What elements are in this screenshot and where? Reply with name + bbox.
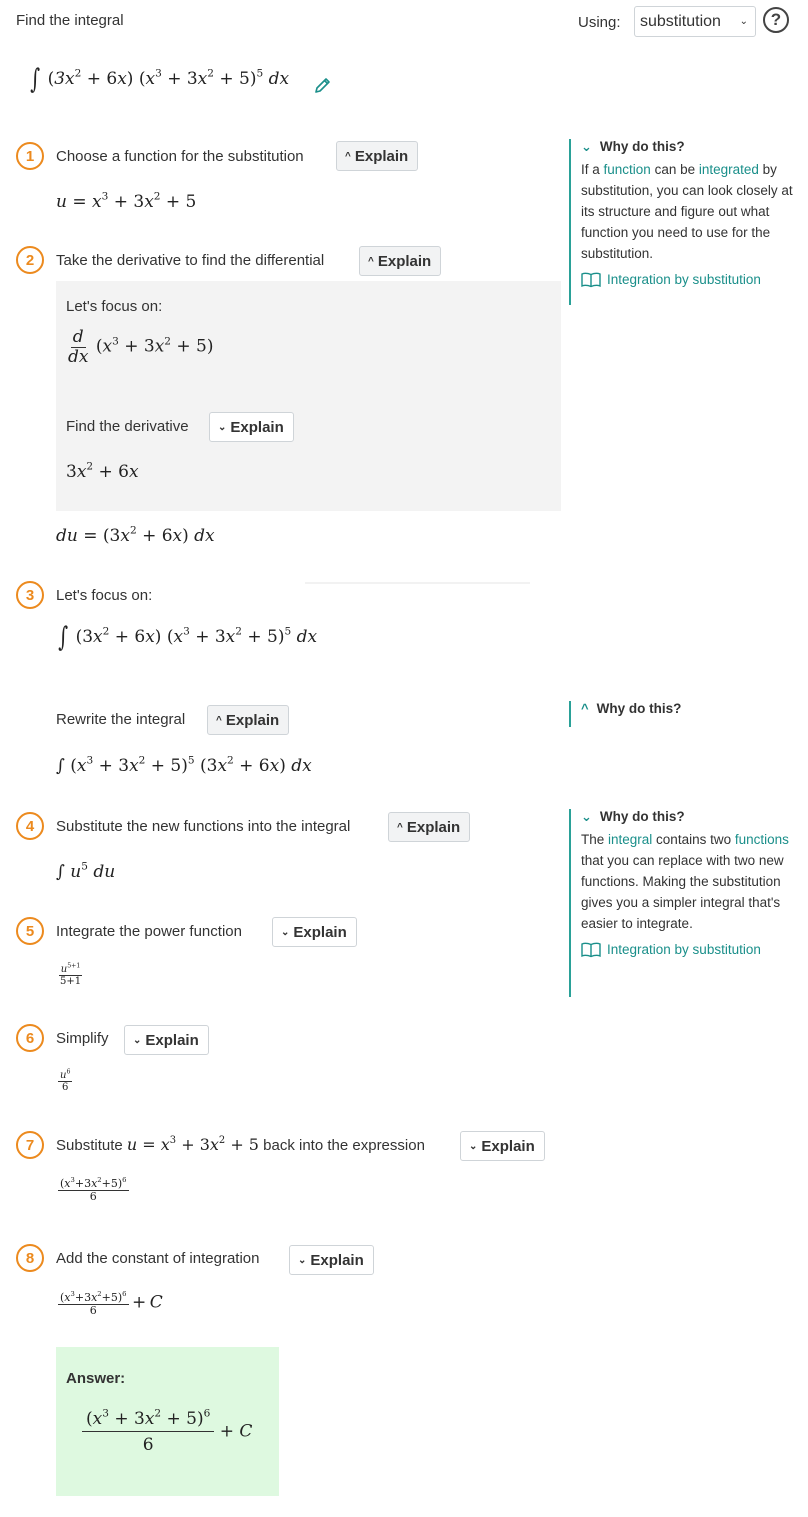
answer-expression: $\frac{(x^3 + 3x^2 + 5)^6}{6}$ + C — [82, 1410, 252, 1454]
step-3-focus-expression: ∫ $(3x^2 + 6x) (x^3 + 3x^2 + 5)^5$ dx — [58, 622, 318, 653]
step-7-result: $\frac{(x^3+3x^2+5)^6}{6}$ — [60, 1176, 127, 1204]
explain-button-step-2[interactable] — [359, 246, 441, 276]
why-toggle-2[interactable] — [581, 698, 794, 719]
problem-expression: ∫ $(3x^2 + 6x) (x^3 + 3x^2 + 5)^5$ dx — [30, 64, 290, 95]
focus-label-2: Let's focus on: — [66, 298, 163, 315]
why-panel-3 — [569, 809, 794, 997]
why-text-3: The integral contains two functions that you can replace with two new functions. Making the substitution gives you a simpler integral that's easier to integrate. — [581, 832, 789, 931]
integrated-link[interactable]: integrated — [698, 162, 759, 177]
explain-button-rewrite[interactable] — [207, 705, 289, 735]
divider — [305, 582, 530, 584]
explain-button-step-1[interactable] — [336, 141, 418, 171]
chevron-up-icon: ^ — [368, 255, 374, 267]
method-select[interactable] — [634, 6, 756, 37]
chevron-down-icon: ⌄ — [218, 421, 227, 433]
step-number-2: 2 — [16, 246, 44, 274]
explain-button-step-4[interactable] — [388, 812, 470, 842]
step-number-6: 6 — [16, 1024, 44, 1052]
explain-button-step-7[interactable] — [460, 1131, 545, 1161]
edit-pencil-icon[interactable] — [313, 75, 333, 95]
explain-label: Explain — [225, 711, 280, 729]
step-4-result: ∫ $u^5$ du — [56, 860, 116, 882]
why-heading: Why do this? — [599, 809, 685, 824]
explain-button-step-5[interactable] — [272, 917, 357, 947]
focus-expression-2: $\frac{d}{dx}$ $(x^3 + 3x^2 + 5)$ — [68, 327, 214, 367]
page-title: Find the integral — [16, 12, 124, 29]
book-icon — [581, 272, 601, 288]
step-3-title: Let's focus on: — [56, 587, 153, 604]
integral-link[interactable]: integral — [608, 832, 653, 847]
explain-label: Explain — [230, 418, 284, 436]
step-1-result: $u = x^3 + 3x^2 + 5$ — [56, 190, 197, 212]
step-5-result: $\frac{u^{5+1}}{5+1}$ — [60, 962, 82, 987]
step-8-result: $\frac{(x^3+3x^2+5)^6}{6}$ + C — [60, 1290, 163, 1318]
integration-by-substitution-link-2[interactable]: Integration by substitution — [581, 939, 794, 960]
function-link[interactable]: function — [603, 162, 651, 177]
chevron-down-icon: ⌄ — [739, 16, 748, 27]
step-number-4: 4 — [16, 812, 44, 840]
step-number-8: 8 — [16, 1244, 44, 1272]
why-toggle-1[interactable] — [581, 136, 794, 157]
why-text-1: If a function can be integrated by substitution, you can look closely at its structure and figure out what function you need to use for the substitution. — [581, 162, 793, 261]
explain-label: Explain — [310, 1251, 364, 1269]
explain-label: Explain — [293, 923, 347, 941]
step-number-5: 5 — [16, 917, 44, 945]
why-heading: Why do this? — [596, 701, 682, 716]
chevron-down-icon: ⌄ — [581, 139, 592, 154]
explain-button-step-6[interactable] — [124, 1025, 209, 1055]
chevron-up-icon: ^ — [345, 150, 351, 162]
explain-label: Explain — [145, 1031, 199, 1049]
method-select-value: substitution — [640, 12, 721, 30]
step-2-result: du = $(3x^2 + 6x)$ dx — [56, 524, 215, 546]
substep-title-3: Rewrite the integral — [56, 711, 186, 728]
explain-button-find-derivative[interactable] — [209, 412, 294, 442]
explain-label: Explain — [406, 818, 461, 836]
chevron-up-icon: ^ — [216, 714, 222, 726]
integration-by-substitution-link-1[interactable]: Integration by substitution — [581, 269, 794, 290]
why-panel-2 — [569, 701, 794, 727]
explain-button-step-8[interactable] — [289, 1245, 374, 1275]
chevron-up-icon: ^ — [581, 701, 589, 716]
explain-label: Explain — [377, 252, 432, 270]
step-8-title: Add the constant of integration — [56, 1250, 260, 1267]
why-heading: Why do this? — [599, 139, 685, 154]
step-number-7: 7 — [16, 1131, 44, 1159]
substep-result-3: ∫ $(x^3 + 3x^2 + 5)^5$ $(3x^2 + 6x)$ dx — [56, 754, 312, 776]
chevron-down-icon: ⌄ — [133, 1034, 142, 1046]
step-4-title: Substitute the new functions into the integral — [56, 818, 351, 835]
help-icon[interactable]: ? — [763, 7, 789, 33]
chevron-down-icon: ⌄ — [281, 926, 290, 938]
explain-label: Explain — [354, 147, 409, 165]
answer-label: Answer: — [66, 1370, 126, 1387]
substep-title-2: Find the derivative — [66, 418, 189, 435]
substep-result-2: $3x^2 + 6x$ — [66, 460, 139, 482]
step-number-1: 1 — [16, 142, 44, 170]
chevron-down-icon: ⌄ — [581, 809, 592, 824]
explain-label: Explain — [481, 1137, 535, 1155]
step-1-title: Choose a function for the substitution — [56, 148, 304, 165]
step-7-title: Substitute $u = x^3 + 3x^2 + 5$ back into the expression — [56, 1135, 425, 1154]
step-6-result: $\frac{u^6}{6}$ — [60, 1068, 71, 1093]
chevron-down-icon: ⌄ — [469, 1140, 478, 1152]
why-toggle-3[interactable] — [581, 806, 794, 827]
chevron-up-icon: ^ — [397, 821, 403, 833]
chevron-down-icon: ⌄ — [298, 1254, 307, 1266]
why-panel-1 — [569, 139, 794, 305]
step-number-3: 3 — [16, 581, 44, 609]
step-2-title: Take the derivative to find the differential — [56, 252, 325, 269]
book-icon — [581, 942, 601, 958]
step-5-title: Integrate the power function — [56, 923, 242, 940]
functions-link[interactable]: functions — [734, 832, 789, 847]
using-label: Using: — [578, 14, 621, 31]
step-6-title: Simplify — [56, 1030, 109, 1047]
